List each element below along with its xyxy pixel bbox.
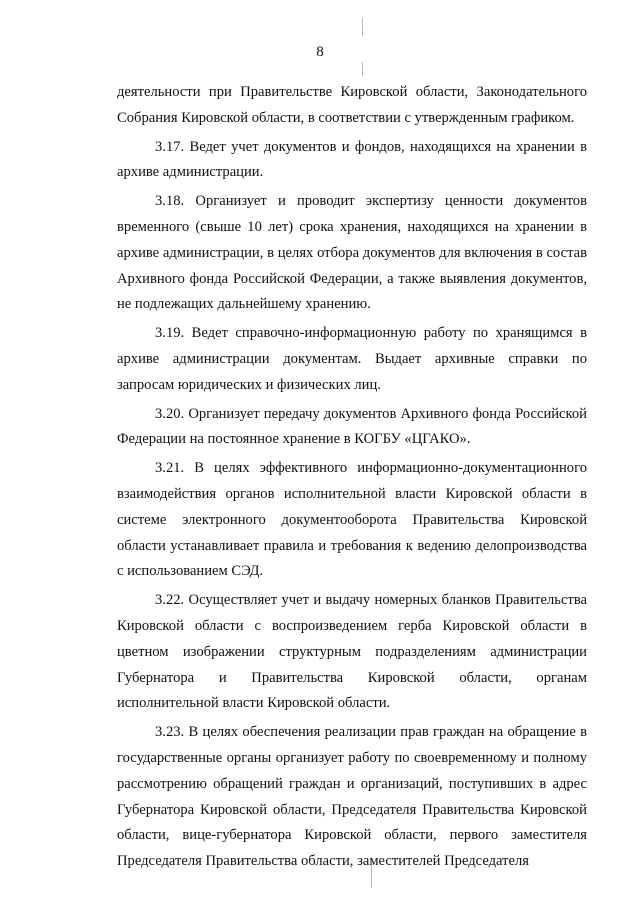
- paragraph-continuation: деятельности при Правительстве Кировской области, Законодательного Собрания Кировской области, в соответствии с утвержденным графиком.: [117, 84, 587, 126]
- paragraph-3-20: 3.20. Организует передачу документов Архивного фонда Российской Федерации на постоянное хранение в КОГБУ «ЦГАКО».: [117, 405, 587, 448]
- paragraph-3-21: 3.21. В целях эффективного информационно-документационного взаимодействия органов исполнительной власти Кировской области в системе электронного документооборота Правительства Кировской области устанавливает правила и требования к ведению делопроизводства с использованием СЭД.: [117, 460, 587, 580]
- paragraph-3-18: 3.18. Организует и проводит экспертизу ценности документов временного (свыше 10 лет) срока хранения, находящихся на хранении в архиве администрации, в целях отбора документов для включения в состав Архивного фонда Российской Федерации, а также выявления документов, не подлежащих дальнейшему хранению.: [117, 193, 587, 313]
- page-number: 8: [316, 44, 324, 60]
- paragraph-3-23: 3.23. В целях обеспечения реализации прав граждан на обращение в государственные органы организует работу по своевременному и полному рассмотрению обращений граждан и организаций, поступивших в адрес Губернатора Кировской области, Председателя Правительства Кировской области, вице-губернатора Кировской области, первого заместителя Председателя Правительства области, заместителей Председателя: [117, 724, 587, 870]
- paragraph-3-17: 3.17. Ведет учет документов и фондов, находящихся на хранении в архиве администрации.: [117, 138, 587, 181]
- paragraph-3-22: 3.22. Осуществляет учет и выдачу номерных бланков Правительства Кировской области с воспроизведением герба Кировской области в цветном изображении структурным подразделениям администрации Губернатора и Правительства Кировской области, органам исполнительной власти Кировской области.: [117, 592, 587, 712]
- paragraph-3-19: 3.19. Ведет справочно-информационную работу по хранящимся в архиве администрации документам. Выдает архивные справки по запросам юридических и физических лиц.: [117, 325, 587, 393]
- scan-artifact-line: [362, 62, 363, 76]
- scan-artifact-line: [362, 18, 363, 36]
- document-body: [117, 80, 587, 878]
